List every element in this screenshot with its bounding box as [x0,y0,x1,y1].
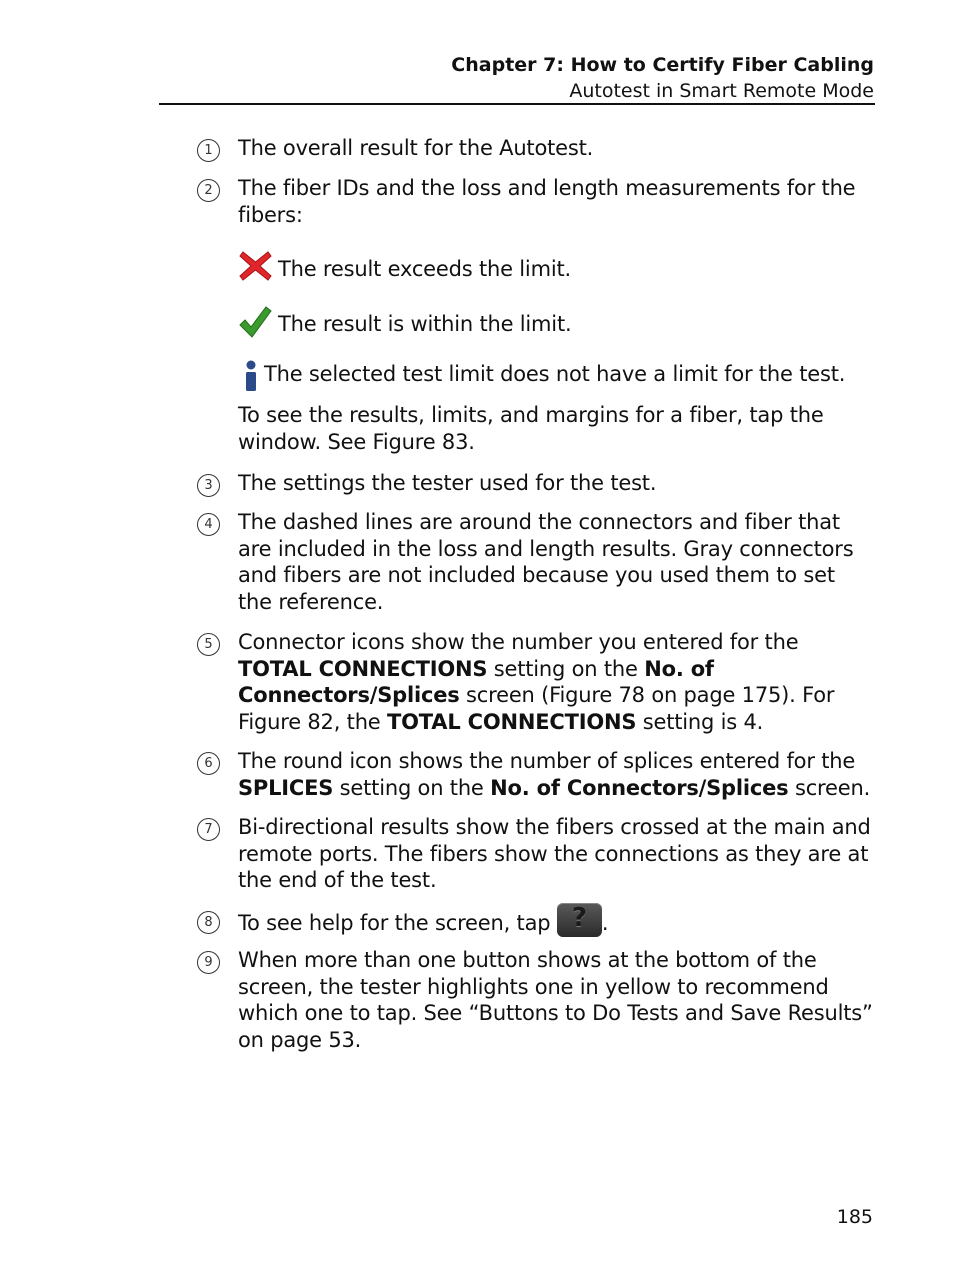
item-text-1: The overall result for the Autotest. [238,136,594,160]
section-title: Autotest in Smart Remote Mode [569,80,874,102]
info-legend-text: The selected test limit does not have a limit for the test. [264,362,846,386]
item-number-8: 8 [197,911,220,934]
item-text-7: Bi-directional results show the fibers crossed at the main and remote ports. The fibers show the connections as they are at the end of the test. [238,815,871,892]
item-text-2: The fiber IDs and the loss and length measurements for the fibers: [238,176,856,227]
item-number-5: 5 [197,633,220,656]
item-number-1: 1 [197,139,220,162]
item-text-5: Connector icons show the number you entered for the TOTAL CONNECTIONS setting on the No. of Connectors/Splices screen (Figure 78 on page 175). For Figure 82, the TOTAL CONNECTIONS setting is 4. [238,630,835,734]
item-text-9: When more than one button shows at the bottom of the screen, the tester highlights one in yellow to recommend which one to tap. See “Buttons to Do Tests and Save Results” on page 53. [238,948,873,1052]
item-number-6: 6 [197,752,220,775]
fail-legend-text: The result exceeds the limit. [278,257,571,281]
item-text-3: The settings the tester used for the test. [238,471,657,495]
header-rule [159,103,875,105]
item-number-4: 4 [197,513,220,536]
results-note: To see the results, limits, and margins for a fiber, tap the window. See Figure 83. [238,403,824,454]
item-text-6: The round icon shows the number of splices entered for the SPLICES setting on the No. of Connectors/Splices screen. [238,749,871,800]
page-header [160,52,874,104]
item-number-7: 7 [197,818,220,841]
item-text-8: To see help for the screen, tap ? . [238,903,609,935]
item-number-3: 3 [197,474,220,497]
pass-legend-text: The result is within the limit. [278,312,572,336]
chapter-title: Chapter 7: How to Certify Fiber Cabling [451,54,874,76]
red-x-icon [239,250,272,282]
item-number-9: 9 [197,951,220,974]
page-number: 185 [836,1206,873,1228]
item-number-2: 2 [197,179,220,202]
help-question-icon: ? [557,903,602,937]
green-check-icon [239,305,272,339]
info-icon [243,360,259,392]
item-text-4: The dashed lines are around the connectors and fiber that are included in the loss and length results. Gray connectors and fibers are not included because you used them to set the reference. [238,510,854,614]
